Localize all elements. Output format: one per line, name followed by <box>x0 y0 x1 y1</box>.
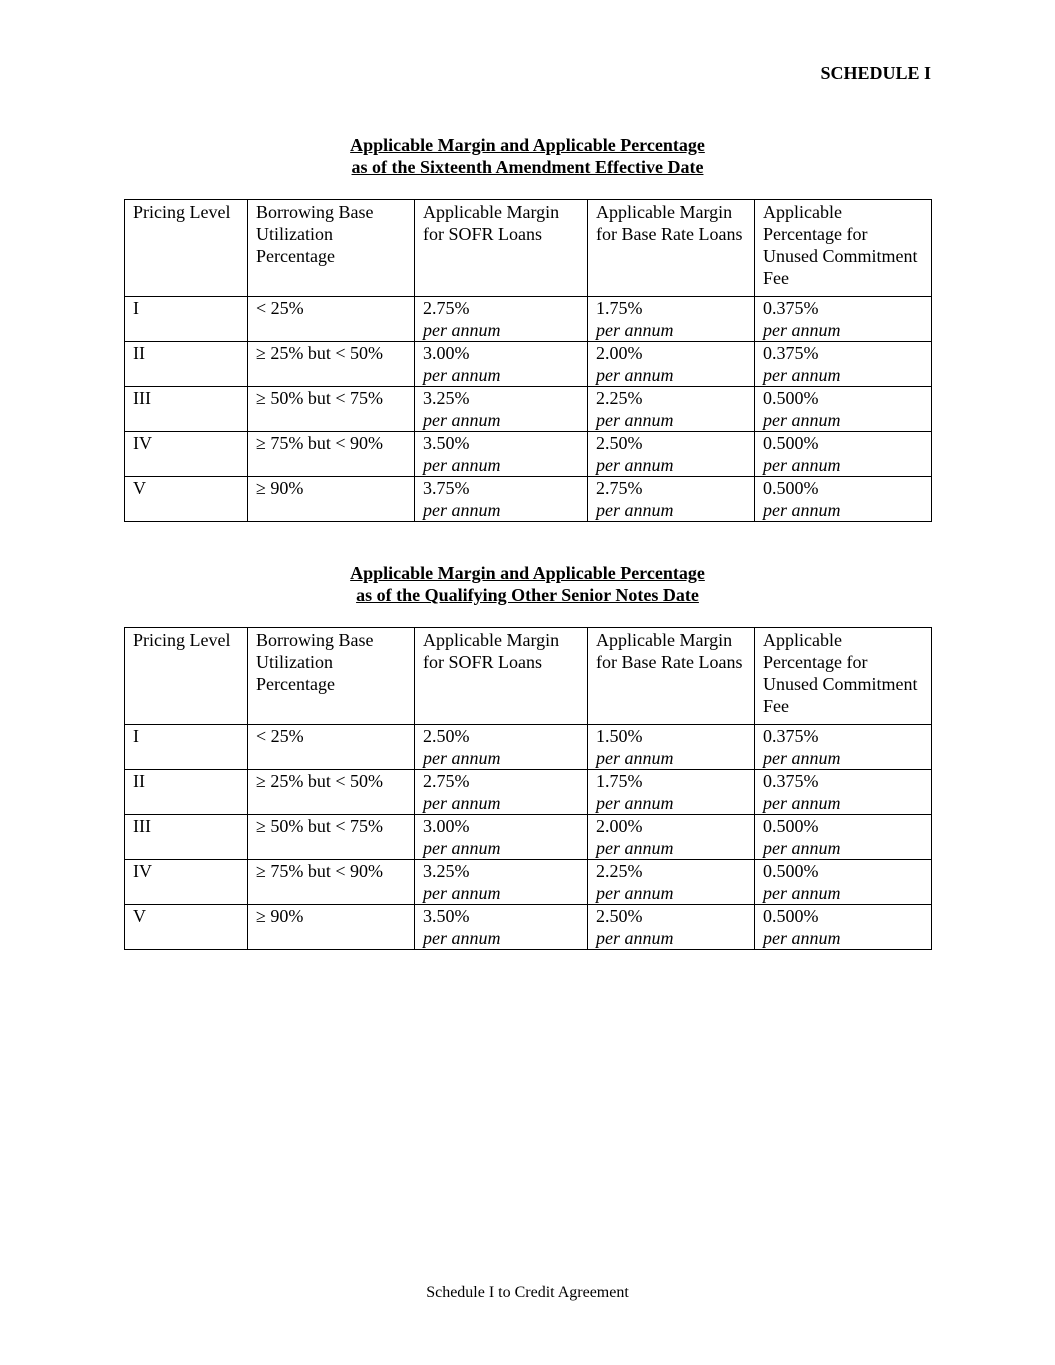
column-header-utilization: Borrowing Base Utilization Percentage <box>248 200 415 297</box>
table-title-line1: Applicable Margin and Applicable Percentage <box>350 563 705 583</box>
unused-fee-cell <box>755 477 932 522</box>
unused-fee-cell <box>755 432 932 477</box>
per-annum-label: per annum <box>423 838 501 858</box>
unused-fee-cell <box>755 725 932 770</box>
sofr-margin-cell <box>415 432 588 477</box>
per-annum-label: per annum <box>423 793 501 813</box>
unused-fee-cell <box>755 297 932 342</box>
rate-value: 2.25% <box>596 861 643 881</box>
utilization-cell: ≥ 75% but < 90% <box>248 432 415 477</box>
utilization-cell: ≥ 75% but < 90% <box>248 860 415 905</box>
base-rate-margin-cell <box>588 387 755 432</box>
pricing-level-cell: II <box>125 770 248 815</box>
rate-value: 1.75% <box>596 298 643 318</box>
column-header-sofr-margin: Applicable Margin for SOFR Loans <box>415 200 588 297</box>
per-annum-label: per annum <box>596 365 674 385</box>
table-title-line2: as of the Sixteenth Amendment Effective Date <box>351 157 704 177</box>
rate-value: 3.50% <box>423 906 470 926</box>
column-header-pricing-level: Pricing Level <box>125 628 248 725</box>
table-header-row <box>125 628 932 725</box>
utilization-cell: ≥ 50% but < 75% <box>248 815 415 860</box>
rate-value: 3.75% <box>423 478 470 498</box>
rate-value: 3.00% <box>423 816 470 836</box>
rate-value: 3.50% <box>423 433 470 453</box>
table-title-line2: as of the Qualifying Other Senior Notes Date <box>356 585 699 605</box>
base-rate-margin-cell <box>588 342 755 387</box>
per-annum-label: per annum <box>596 320 674 340</box>
rate-value: 0.375% <box>763 771 819 791</box>
base-rate-margin-cell <box>588 297 755 342</box>
table-row <box>125 477 932 522</box>
pricing-level-cell: IV <box>125 860 248 905</box>
base-rate-margin-cell <box>588 432 755 477</box>
base-rate-margin-cell <box>588 477 755 522</box>
base-rate-margin-cell <box>588 860 755 905</box>
per-annum-label: per annum <box>596 793 674 813</box>
rate-value: 2.75% <box>596 478 643 498</box>
per-annum-label: per annum <box>763 365 841 385</box>
pricing-table-sixteenth-amendment <box>124 199 932 522</box>
column-header-base-rate-margin: Applicable Margin for Base Rate Loans <box>588 200 755 297</box>
column-header-utilization: Borrowing Base Utilization Percentage <box>248 628 415 725</box>
rate-value: 0.500% <box>763 906 819 926</box>
base-rate-margin-cell <box>588 905 755 950</box>
pricing-level-cell: III <box>125 387 248 432</box>
per-annum-label: per annum <box>763 838 841 858</box>
per-annum-label: per annum <box>596 455 674 475</box>
column-header-sofr-margin: Applicable Margin for SOFR Loans <box>415 628 588 725</box>
rate-value: 2.00% <box>596 816 643 836</box>
rate-value: 3.25% <box>423 388 470 408</box>
rate-value: 2.50% <box>596 906 643 926</box>
per-annum-label: per annum <box>596 883 674 903</box>
rate-value: 0.375% <box>763 343 819 363</box>
per-annum-label: per annum <box>763 793 841 813</box>
pricing-table-qualifying-notes <box>124 627 932 950</box>
per-annum-label: per annum <box>763 500 841 520</box>
sofr-margin-cell <box>415 342 588 387</box>
sofr-margin-cell <box>415 477 588 522</box>
utilization-cell: ≥ 25% but < 50% <box>248 770 415 815</box>
base-rate-margin-cell <box>588 815 755 860</box>
per-annum-label: per annum <box>423 748 501 768</box>
base-rate-margin-cell <box>588 725 755 770</box>
table-row <box>125 342 932 387</box>
table-title-sixteenth-amendment <box>0 134 1055 178</box>
rate-value: 3.25% <box>423 861 470 881</box>
per-annum-label: per annum <box>596 500 674 520</box>
rate-value: 0.500% <box>763 816 819 836</box>
sofr-margin-cell <box>415 860 588 905</box>
per-annum-label: per annum <box>763 883 841 903</box>
sofr-margin-cell <box>415 770 588 815</box>
rate-value: 2.00% <box>596 343 643 363</box>
utilization-cell: ≥ 25% but < 50% <box>248 342 415 387</box>
column-header-unused-fee: Applicable Percentage for Unused Commitment Fee <box>755 200 932 297</box>
rate-value: 0.500% <box>763 861 819 881</box>
utilization-cell: < 25% <box>248 297 415 342</box>
unused-fee-cell <box>755 770 932 815</box>
table-title-qualifying-notes <box>0 562 1055 606</box>
rate-value: 2.50% <box>423 726 470 746</box>
rate-value: 0.375% <box>763 726 819 746</box>
unused-fee-cell <box>755 905 932 950</box>
sofr-margin-cell <box>415 815 588 860</box>
table-row <box>125 297 932 342</box>
table-row <box>125 725 932 770</box>
pricing-level-cell: II <box>125 342 248 387</box>
pricing-level-cell: III <box>125 815 248 860</box>
pricing-level-cell: I <box>125 725 248 770</box>
schedule-label: SCHEDULE I <box>820 63 931 83</box>
table-row <box>125 387 932 432</box>
per-annum-label: per annum <box>763 410 841 430</box>
utilization-cell: ≥ 90% <box>248 905 415 950</box>
pricing-level-cell: IV <box>125 432 248 477</box>
per-annum-label: per annum <box>596 410 674 430</box>
rate-value: 2.25% <box>596 388 643 408</box>
sofr-margin-cell <box>415 297 588 342</box>
per-annum-label: per annum <box>423 320 501 340</box>
per-annum-label: per annum <box>423 410 501 430</box>
column-header-base-rate-margin: Applicable Margin for Base Rate Loans <box>588 628 755 725</box>
rate-value: 0.500% <box>763 478 819 498</box>
per-annum-label: per annum <box>763 928 841 948</box>
per-annum-label: per annum <box>596 748 674 768</box>
rate-value: 2.50% <box>596 433 643 453</box>
rate-value: 2.75% <box>423 298 470 318</box>
per-annum-label: per annum <box>423 365 501 385</box>
rate-value: 2.75% <box>423 771 470 791</box>
per-annum-label: per annum <box>423 928 501 948</box>
page-footer: Schedule I to Credit Agreement <box>426 1284 629 1301</box>
per-annum-label: per annum <box>596 928 674 948</box>
rate-value: 0.500% <box>763 388 819 408</box>
per-annum-label: per annum <box>423 500 501 520</box>
sofr-margin-cell <box>415 387 588 432</box>
per-annum-label: per annum <box>763 320 841 340</box>
utilization-cell: ≥ 90% <box>248 477 415 522</box>
pricing-level-cell: V <box>125 477 248 522</box>
table-row <box>125 432 932 477</box>
per-annum-label: per annum <box>763 455 841 475</box>
table-row <box>125 815 932 860</box>
sofr-margin-cell <box>415 905 588 950</box>
table-row <box>125 905 932 950</box>
table-title-line1: Applicable Margin and Applicable Percentage <box>350 135 705 155</box>
column-header-pricing-level: Pricing Level <box>125 200 248 297</box>
column-header-unused-fee: Applicable Percentage for Unused Commitment Fee <box>755 628 932 725</box>
rate-value: 0.375% <box>763 298 819 318</box>
rate-value: 0.500% <box>763 433 819 453</box>
per-annum-label: per annum <box>596 838 674 858</box>
base-rate-margin-cell <box>588 770 755 815</box>
rate-value: 1.75% <box>596 771 643 791</box>
pricing-level-cell: I <box>125 297 248 342</box>
unused-fee-cell <box>755 342 932 387</box>
rate-value: 3.00% <box>423 343 470 363</box>
rate-value: 1.50% <box>596 726 643 746</box>
unused-fee-cell <box>755 815 932 860</box>
per-annum-label: per annum <box>763 748 841 768</box>
utilization-cell: ≥ 50% but < 75% <box>248 387 415 432</box>
pricing-level-cell: V <box>125 905 248 950</box>
per-annum-label: per annum <box>423 883 501 903</box>
unused-fee-cell <box>755 860 932 905</box>
utilization-cell: < 25% <box>248 725 415 770</box>
table-row <box>125 860 932 905</box>
table-row <box>125 770 932 815</box>
table-header-row <box>125 200 932 297</box>
unused-fee-cell <box>755 387 932 432</box>
sofr-margin-cell <box>415 725 588 770</box>
per-annum-label: per annum <box>423 455 501 475</box>
